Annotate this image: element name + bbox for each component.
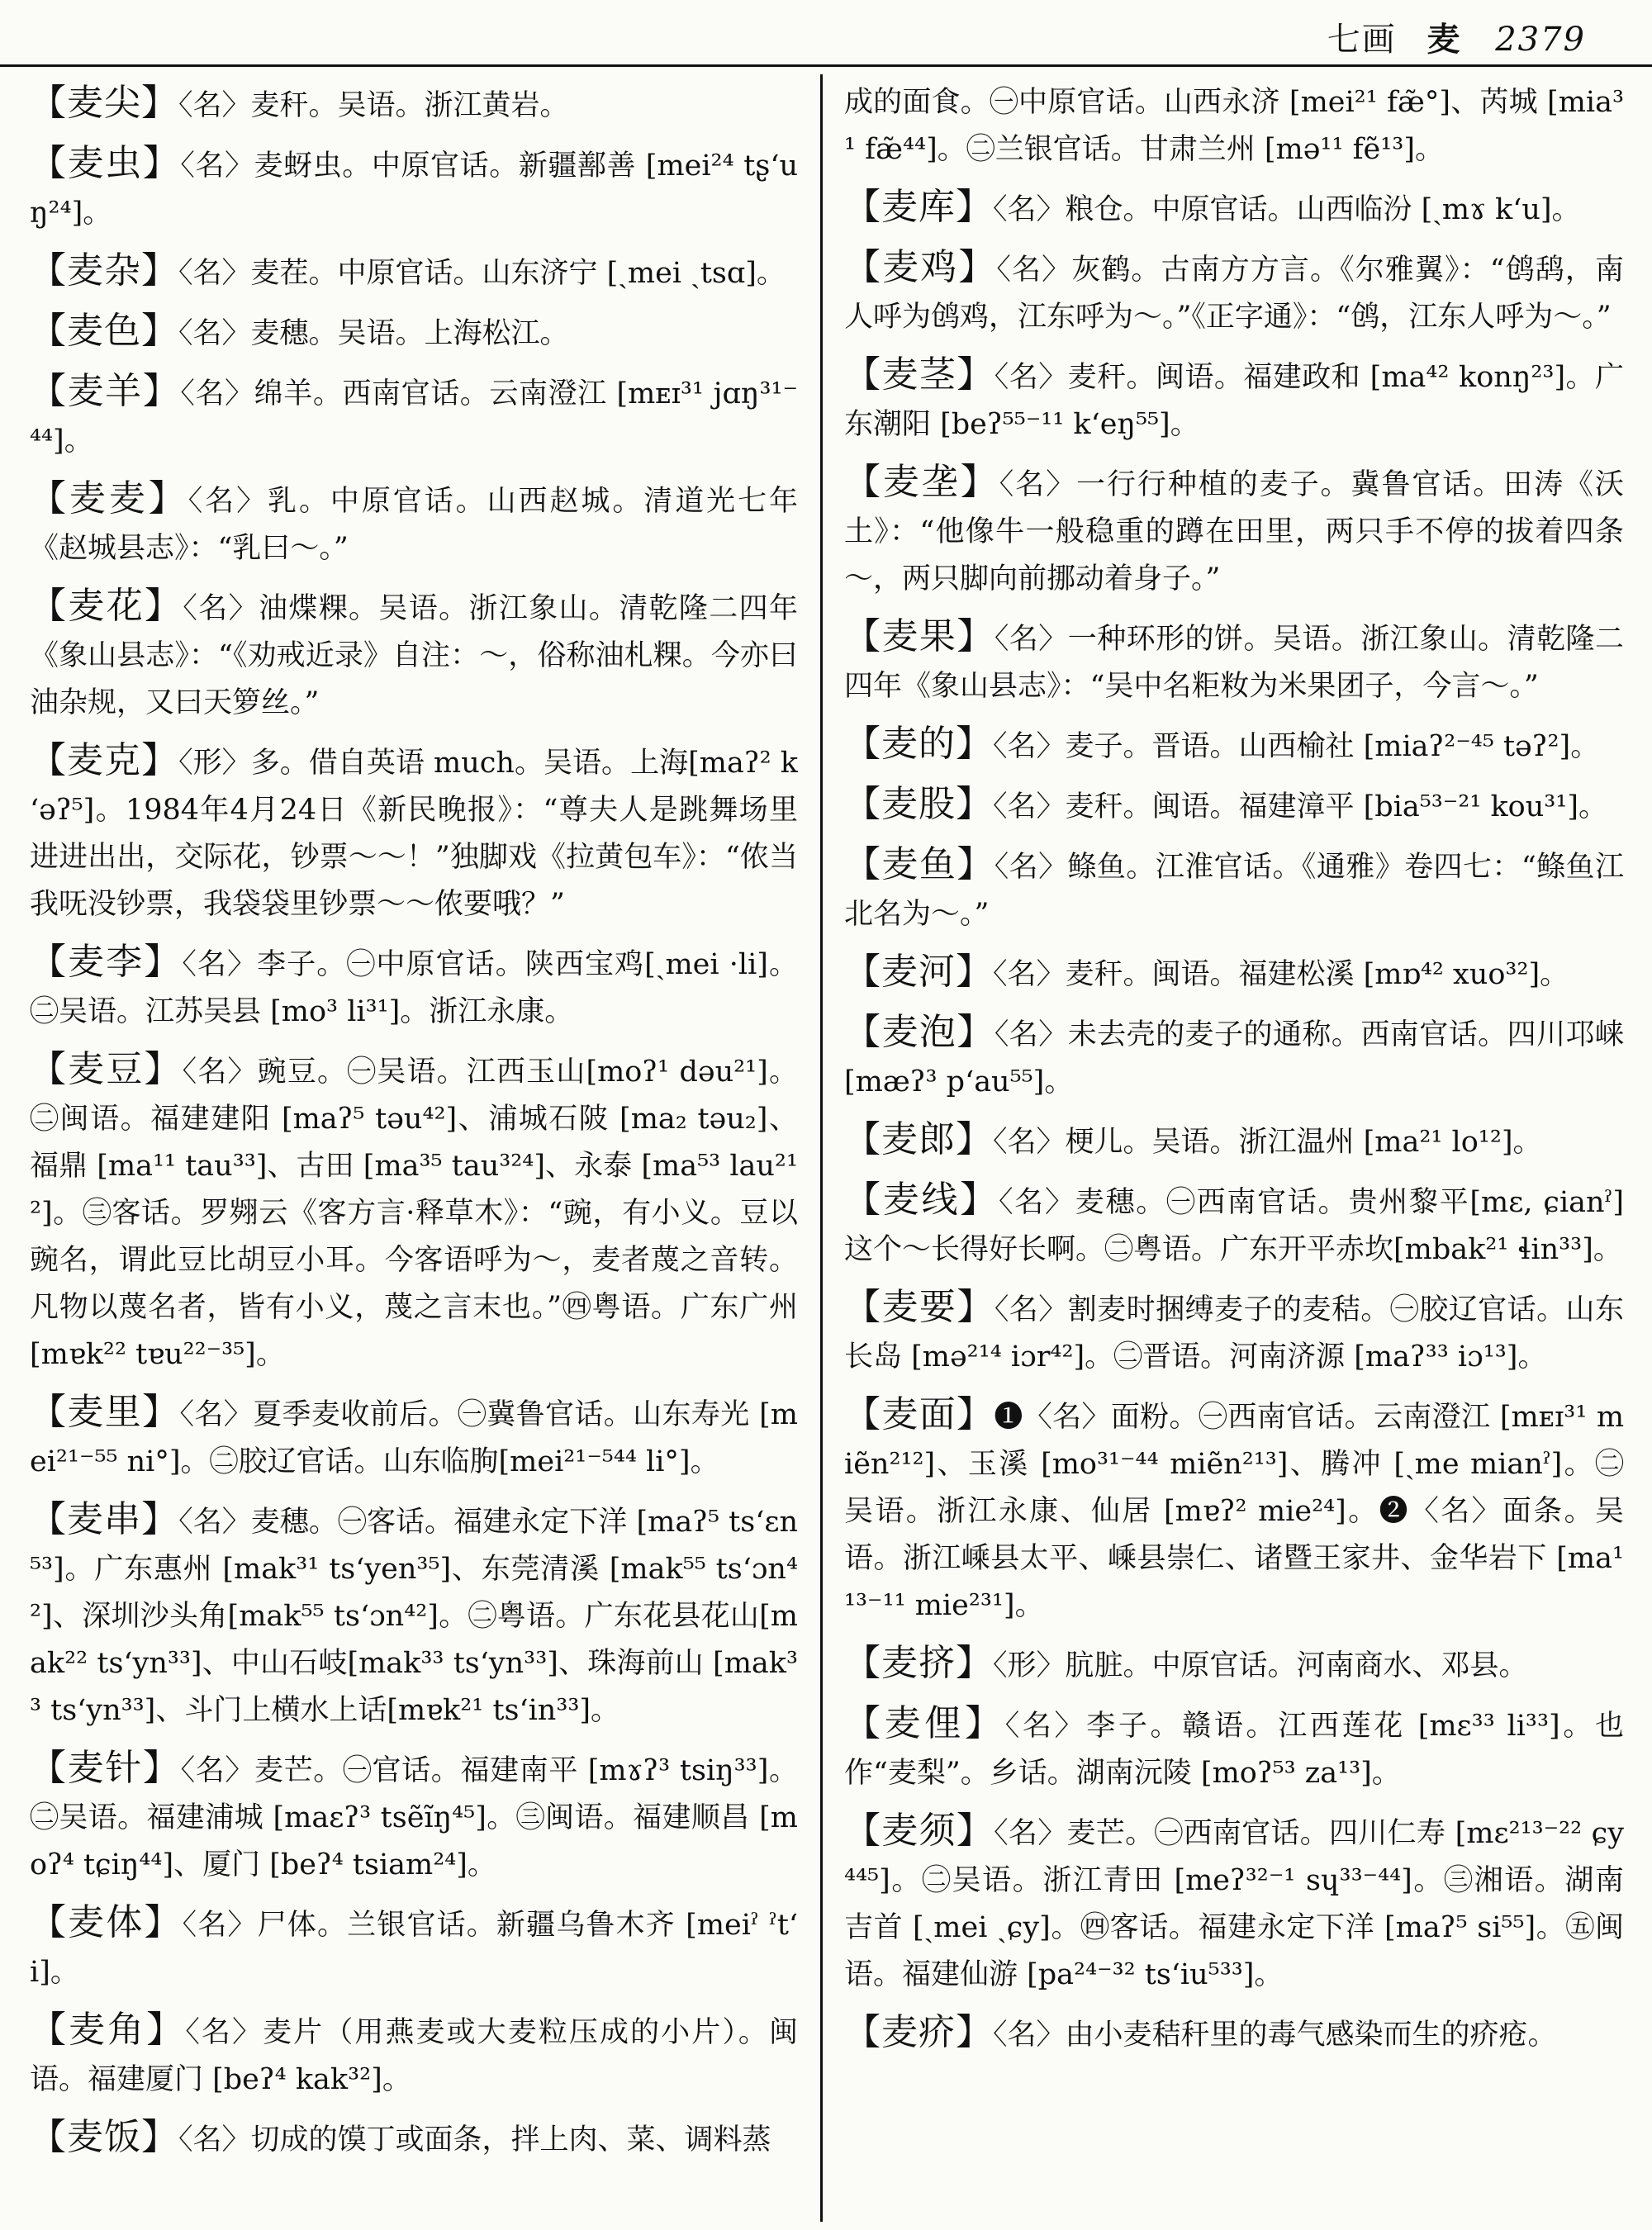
entry-headword: 【麦色】 (30, 310, 178, 352)
entry-definition: 〈名〉豌豆。㊀吴语。江西玉山[moʔ¹ dəu²¹]。㊁闽语。福建建阳 [maʔ⁵ təu⁴²]、浦城石陂 [ma₂ təu₂]、福鼎 [ma¹¹ tau³³]、古田 [ma³⁵ tau³²⁴]、永泰 [ma⁵³ lau²¹²]。㊂客话。罗翙云《客方言·释草木》：“豌，有小义。豆以豌名，谓此豆比胡豆小耳。今客语呼为～，麦者蔑之音转。凡物以蔑名者，皆有小义，蔑之言末也。”㊃粤语。广东广州 [mɐk²² tɐu²²⁻³⁵]。 (30, 1056, 798, 1371)
dictionary-entry (844, 1700, 1624, 1797)
entry-definition: 〈名〉乳。中原官话。山西赵城。清道光七年《赵城县志》：“乳曰～。” (30, 485, 798, 565)
dictionary-entry (30, 582, 798, 727)
entry-definition: 〈形〉肮脏。中原官话。河南商水、邓县。 (993, 1649, 1528, 1682)
entry-definition: 〈名〉麦茬。中原官话。山东济宁 [ˏmei ˏtsɑ]。 (178, 257, 786, 290)
entry-definition: 〈名〉尸体。兰银官话。新疆乌鲁木齐 [meiˀ ˀtʻi]。 (30, 1909, 798, 1989)
section-label: 七画 (1327, 21, 1397, 59)
header-character: 麦 (1427, 20, 1462, 59)
entry-definition: 〈名〉未去壳的麦子的通称。西南官话。四川邛崃 [mæʔ³ pʻau⁵⁵]。 (844, 1018, 1624, 1098)
entry-definition: 〈名〉麦子。晋语。山西榆社 [miaʔ²⁻⁴⁵ təʔ²]。 (993, 730, 1600, 763)
dictionary-entry (30, 475, 798, 572)
entry-definition: 〈名〉麦蚜虫。中原官话。新疆鄯善 [mei²⁴ tʂʻuŋ²⁴]。 (30, 149, 798, 230)
dictionary-entry (30, 368, 798, 465)
dictionary-entry (844, 1176, 1624, 1274)
entry-definition: 〈名〉切成的馍丁或面条，拌上肉、菜、调料蒸 (178, 2123, 771, 2156)
dictionary-entry (30, 2006, 798, 2104)
entry-definition: 〈名〉一种环形的饼。吴语。浙江象山。清乾隆二四年《象山县志》：“吴中名粔籹为米果团子，今言～。” (844, 623, 1624, 703)
entry-headword: 【麦羊】 (30, 370, 181, 412)
entry-headword: 【麦豆】 (30, 1048, 183, 1090)
dictionary-entry (30, 2114, 798, 2164)
dictionary-entry (844, 1008, 1624, 1106)
dictionary-entry (30, 1744, 798, 1889)
entry-definition: 〈名〉麦秆。闽语。福建松溪 [mɒ⁴² xuo³²]。 (993, 958, 1569, 991)
dictionary-entry (844, 1116, 1624, 1166)
entry-definition: 〈名〉麦秆。吴语。浙江黄岩。 (178, 89, 569, 122)
entry-headword: 【麦疥】 (844, 2011, 993, 2053)
dictionary-entry (844, 720, 1624, 771)
entry-definition: 〈名〉割麦时捆缚麦子的麦秸。㊀胶辽官话。山东长岛 [mə²¹⁴ iɔr⁴²]。㊁晋语。河南济源 [maʔ³³ iɔ¹³]。 (844, 1293, 1624, 1374)
entry-definition: 〈名〉油煠粿。吴语。浙江象山。清乾隆二四年《象山县志》：“《劝戒近录》自注：～，俗称油札粿。今亦曰油杂规，又曰天箩丝。” (30, 592, 798, 719)
entry-headword: 【麦串】 (30, 1498, 179, 1540)
entry-headword: 【麦克】 (30, 739, 179, 781)
column-divider (820, 74, 823, 2222)
dictionary-entry (844, 613, 1624, 710)
entry-headword: 【麦线】 (844, 1179, 999, 1221)
entry-headword: 【麦挤】 (844, 1642, 993, 1684)
entry-headword: 【麦须】 (844, 1810, 995, 1852)
left-column (30, 79, 798, 2227)
entry-headword: 【麦茎】 (844, 353, 995, 396)
dictionary-entry (844, 2009, 1624, 2059)
entry-definition: 〈名〉粮仓。中原官话。山西临汾 [ˏmɤ kʻu]。 (993, 193, 1581, 226)
entry-headword: 【麦麦】 (30, 477, 188, 520)
dictionary-entry (30, 79, 798, 130)
entry-headword: 【麦角】 (30, 2009, 186, 2051)
entry-definition: 〈名〉灰鹤。古南方方言。《尔雅翼》：“鸧鸹，南人呼为鸧鸡，江东呼为～。”《正字通》：“鸧，江东人呼为～。” (844, 254, 1624, 334)
entry-headword: 【麦面】 (844, 1393, 995, 1435)
dictionary-entry (30, 938, 798, 1036)
dictionary-entry (844, 1807, 1624, 1999)
dictionary-entry (30, 1046, 798, 1378)
entry-headword: 【麦里】 (30, 1391, 180, 1433)
dictionary-entry (844, 1283, 1624, 1381)
entry-headword: 【麦垄】 (844, 461, 999, 503)
entry-definition: 〈名〉绵羊。西南官话。云南澄江 [mᴇɪ³¹ jɑŋ³¹⁻⁴⁴]。 (30, 377, 798, 458)
entry-headword: 【麦虫】 (30, 142, 181, 184)
running-head (1327, 13, 1586, 60)
entry-headword: 【麦股】 (844, 783, 993, 825)
dictionary-entry (844, 1639, 1624, 1690)
entry-definition: 〈名〉麦穗。㊀西南官话。贵州黎平[mɛ, ɕianˀ] 这个～长得好长啊。㊁粤语。广东开平赤坎[mbak²¹ ɬin³³]。 (844, 1186, 1624, 1266)
entry-definition: 〈名〉由小麦秸秆里的毒气感染而生的疥疮。 (993, 2019, 1557, 2052)
dictionary-entry (844, 351, 1624, 448)
dictionary-entry (844, 1391, 1624, 1630)
dictionary-entry (30, 1899, 798, 1996)
dictionary-entry (844, 244, 1624, 341)
dictionary-entry (844, 183, 1624, 234)
entry-headword: 【麦杂】 (30, 249, 178, 292)
entry-headword: 【麦泡】 (844, 1011, 995, 1053)
entry-definition: 〈名〉李子。赣语。江西莲花 [mɛ³³ li³³]。也作“麦梨”。乡话。湖南沅陵 [moʔ⁵³ za¹³]。 (844, 1710, 1624, 1790)
dictionary-entry (844, 458, 1624, 603)
entry-headword: 【麦要】 (844, 1286, 995, 1328)
entry-headword: 【麦果】 (844, 615, 995, 657)
entry-headword: 【麦鱼】 (844, 843, 995, 885)
entry-headword: 【麦库】 (844, 186, 993, 228)
entry-definition: 〈名〉麦穗。㊀客话。福建永定下洋 [maʔ⁵ tsʻɛn⁵³]。广东惠州 [mak³¹ tsʻyen³⁵]、东莞清溪 [mak⁵⁵ tsʻɔn⁴²]、深圳沙头角[mak⁵⁵ tsʻɔn⁴²]。㊁粤语。广东花县花山[mak²² tsʻyn³³]、中山石岐[mak³³ tsʻyn³³]、珠海前山 [mak³³ tsʻyn³³]、斗门上横水上话[mɐk²¹ tsʻin³³]。 (30, 1506, 798, 1727)
entry-definition: 〈名〉梗儿。吴语。浙江温州 [ma²¹ lo¹²]。 (993, 1126, 1542, 1159)
entry-definition: 〈名〉麦穗。吴语。上海松江。 (178, 317, 569, 350)
dictionary-entry (30, 307, 798, 358)
entry-headword: 【麦花】 (30, 585, 183, 627)
dictionary-entry (30, 247, 798, 297)
entry-headword: 【麦俚】 (844, 1702, 1005, 1744)
entry-definition: 〈名〉麦片（用燕麦或大麦粒压成的小片）。闽语。福建厦门 [beʔ⁴ kak³²]。 (30, 2016, 798, 2096)
entry-headword: 【麦体】 (30, 1901, 183, 1943)
entry-headword: 【麦李】 (30, 941, 183, 983)
entry-definition: 〈名〉鲦鱼。江淮官话。《通雅》卷四七：“鲦鱼江北名为～。” (844, 851, 1624, 931)
entry-definition: 〈名〉一行行种植的麦子。冀鲁官话。田涛《沃土》：“他像牛一般稳重的蹲在田里，两只手不停的拔着四条～，两只脚向前挪动着身子。” (844, 468, 1624, 595)
dictionary-entry (30, 1388, 798, 1486)
entry-definition: 〈名〉麦秆。闽语。福建漳平 [bia⁵³⁻²¹ kou³¹]。 (993, 790, 1608, 823)
entry-definition: 〈形〉多。借自英语 much。吴语。上海[maʔ² kʻəʔ⁵]。1984年4月24日《新民晚报》：“尊夫人是跳舞场里进进出出，交际花，钞票～～！”独脚戏《拉黄包车》：“侬当我呒没钞票，我袋袋里钞票～～侬要哦？” (30, 747, 798, 921)
entry-definition: 〈名〉李子。㊀中原官话。陕西宝鸡[ˏmei ·li]。㊁吴语。江苏吴县 [mo³ li³¹]。浙江永康。 (30, 948, 798, 1028)
entry-headword: 【麦针】 (30, 1747, 181, 1789)
page-header (0, 0, 1652, 66)
entry-headword: 【麦郎】 (844, 1118, 993, 1160)
page-number: 2379 (1495, 21, 1586, 59)
right-column (844, 79, 1624, 2227)
dictionary-entry (30, 140, 798, 237)
entry-definition: ❶〈名〉面粉。㊀西南官话。云南澄江 [mᴇɪ³¹ miẽn²¹²]、玉溪 [mo³¹⁻⁴⁴ miẽn²¹³]、腾冲 [ˏme mianˀ]。㊁吴语。浙江永康、仙居 [mɐʔ² mie²⁴]。❷〈名〉面条。吴语。浙江嵊县太平、嵊县崇仁、诸暨王家井、金华岩下 [ma¹¹³⁻¹¹ mie²³¹]。 (844, 1401, 1624, 1622)
entry-definition: 〈名〉麦秆。闽语。福建政和 [ma⁴² konŋ²³]。广东潮阳 [beʔ⁵⁵⁻¹¹ kʻeŋ⁵⁵]。 (844, 361, 1624, 441)
entry-continuation: 成的面食。㊀中原官话。山西永济 [mei²¹ fæ̃°]、芮城 [mia³¹ fæ̃⁴⁴]。㊁兰银官话。甘肃兰州 [mə¹¹ fẽ¹³]。 (844, 86, 1624, 166)
entry-definition: 〈名〉夏季麦收前后。㊀冀鲁官话。山东寿光 [mei²¹⁻⁵⁵ ni°]。㊁胶辽官话。山东临朐[mei²¹⁻⁵⁴⁴ li°]。 (30, 1398, 798, 1478)
header-rule (0, 64, 1652, 67)
dictionary-entry (30, 737, 798, 928)
dictionary-entry (844, 948, 1624, 999)
dictionary-entry (844, 841, 1624, 938)
entry-headword: 【麦的】 (844, 723, 993, 765)
dictionary-entry (30, 1496, 798, 1734)
dictionary-entry (844, 780, 1624, 831)
entry-headword: 【麦河】 (844, 951, 993, 993)
entry-headword: 【麦尖】 (30, 82, 178, 124)
entry-definition: 〈名〉麦芒。㊀官话。福建南平 [mɤʔ³ tsiŋ³³]。㊁吴语。福建浦城 [maɛʔ³ tsẽĩŋ⁴⁵]。㊂闽语。福建顺昌 [moʔ⁴ tɕiŋ⁴⁴]、厦门 [beʔ⁴ tsiam²⁴]。 (30, 1754, 798, 1881)
entry-definition: 〈名〉麦芒。㊀西南官话。四川仁寿 [mɛ²¹³⁻²² ɕy⁴⁴⁵]。㊁吴语。浙江青田 [meʔ³²⁻¹ sɥ³³⁻⁴⁴]。㊂湘语。湖南吉首 [ˏmei ˏɕy]。㊃客话。福建永定下洋 [maʔ⁵ si⁵⁵]。㊄闽语。福建仙游 [pa²⁴⁻³² tsʻiu⁵³³]。 (844, 1817, 1624, 1991)
entry-headword: 【麦饭】 (30, 2116, 178, 2158)
entry-headword: 【麦鸡】 (844, 246, 997, 288)
